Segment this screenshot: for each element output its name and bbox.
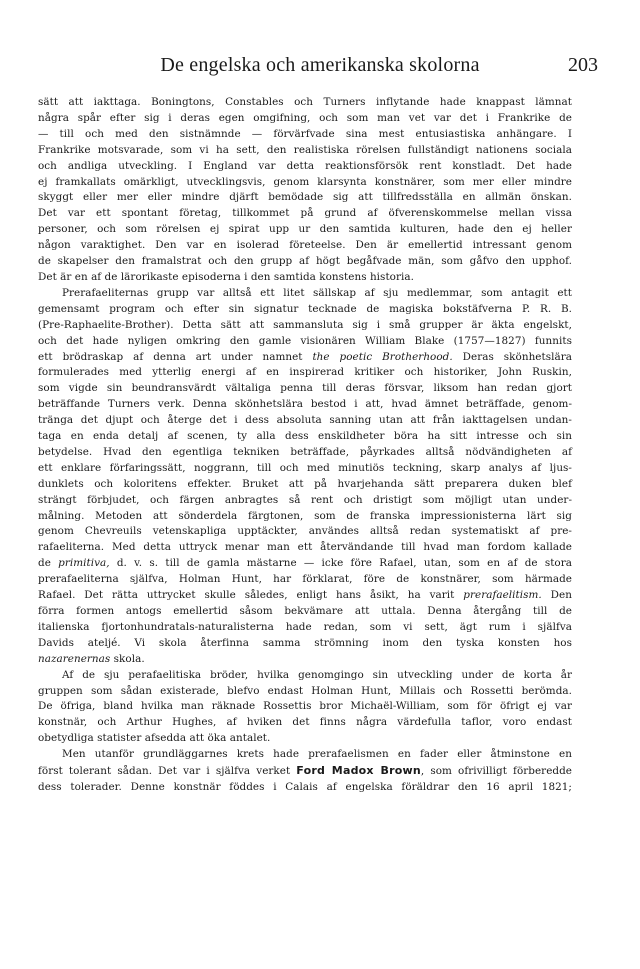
text-line: och det hade nyligen omkring den gamle visionären William Blake (1757—1827) funnits (38, 334, 572, 347)
text-line-mixed (38, 556, 572, 572)
text-line: italienska fjortonhundratals-naturalisterna hade redan, som vi sett, ägt rum i själfva (38, 620, 572, 633)
text-line: strängt förbjudet, och färgen anbragtes så rent och dristigt som möjligt utan under- (38, 493, 572, 506)
text-line: Det var ett spontant företag, tillkommet på grund af öfverenskommelse mellan vissa (38, 207, 572, 220)
text-line: betydelse. Hvad den egentliga tekniken beträffade, påyrkades alltså nödvändigheten af (38, 445, 572, 458)
text-line: ett enklare förfaringssätt, noggrann, till och med minutiös teckning, skarp analys af ljus- (38, 461, 572, 474)
italic-term: primitiva, (58, 557, 110, 570)
text-line: tränga det djupt och återge det i dess absoluta sanning utan att från iakttagelsen undan- (38, 414, 572, 427)
italic-term: prerafaelitism. (463, 589, 542, 602)
bold-name: Ford Madox Brown (296, 764, 421, 778)
body-text (38, 95, 572, 796)
text-line: Prerafaeliternas grupp var alltså ett litet sällskap af sju medlemmar, som antagit ett (62, 286, 572, 299)
page-number: 203 (568, 54, 598, 76)
text-line: formulerades med ytterlig energi af en inspirerad kritiker och historiker, John Ruskin, (38, 366, 572, 379)
text-line: konstnär, och Arthur Hughes, af hviken det finns några värdefulla taflor, voro endast (38, 716, 572, 729)
text-line: målning. Metoden att sönderdela färgtonen, som de franska impressionisterna lärt sig (38, 509, 572, 522)
text-line: Det är en af de lärorikaste episoderna i den samtida konstens historia. (38, 270, 414, 283)
text-run: d. v. s. till de gamla mästarne — icke före Rafael, utan, som en af de stora (109, 557, 573, 570)
text-line: — till och med den sistnämnde — förvärfvade sina mest entusiastiska anhängare. I (38, 127, 572, 140)
text-line: dunklets och koloritens effekter. Bruket att på hvarjehanda sätt preparera duken blef (38, 477, 572, 490)
text-line: någon varaktighet. Den var en isolerad företeelse. Den är emellertid intressant genom (38, 239, 572, 252)
text-line: personer, och som rörelsen ej spirat upp ur den samtida kulturen, hade den ej heller (38, 223, 572, 236)
text-line: sätt att iakttaga. Boningtons, Constables och Turners inflytande hade knappast lämnat (38, 96, 572, 108)
paragraph-4 (38, 747, 572, 796)
text-line: taga en enda detalj af scenen, ty alla dess enskildheter böra ha sitt intresse och sin (38, 430, 572, 443)
text-line: de skapelser den framalstrat och den grupp af högt begåfvade män, som gåfvo den upphof. (38, 255, 572, 268)
text-run: Den (541, 589, 572, 602)
text-line: beträffande Turners verk. Denna skönhetslära bestod i att, hvad ämnet beträffade, genom- (38, 398, 572, 411)
text-line: förra formen antogs emellertid såsom bekvämare att uttala. Denna återgång till de (38, 605, 572, 617)
text-line: genom Chevreuils vetenskapliga upptäckter, användes alltså redan systematiskt af pre- (38, 525, 572, 538)
paragraph-2 (38, 286, 572, 668)
text-line: gruppen som sådan existerade, blefvo endast Holman Hunt, Millais och Rossetti berömda. (38, 684, 572, 697)
text-line: några spår efter sig i deras egen omgifning, och som man vet var det i Frankrike de (38, 111, 572, 124)
text-line: Frankrike motsvarade, som vi ha sett, den realistiska rörelsen fullständigt nationens sociala (38, 143, 572, 156)
text-line: prerafaeliterna själfva, Holman Hunt, har förklarat, före de konstnärer, som härmade (38, 573, 572, 586)
text-line: Men utanför grundläggarnes krets hade prerafaelismen en fader eller åtminstone en (62, 748, 572, 761)
text-line: gemensamt program och efter sin signatur tecknade de magiska bokstäfverna P. R. B. (38, 302, 572, 315)
paragraph-1 (38, 95, 572, 286)
text-run: skola. (113, 652, 145, 665)
italic-term: nazarenernas (38, 652, 111, 665)
text-line: skyggt eller mer eller mindre djärft bemödade sig att tillfredsställa en allmän önskan. (38, 191, 572, 204)
text-line-mixed (38, 652, 572, 668)
paragraph-3 (38, 668, 572, 748)
text-run: först tolerant sådan. Det var i själfva verket (38, 765, 291, 778)
text-line: (Pre-Raphaelite-Brother). Detta sätt att sammansluta sig i små grupper är äkta engelskt, (38, 318, 572, 331)
text-line: ej framkallats omärkligt, utvecklingsvis, genom klarsynta konstnärer, som mer eller mindre (38, 175, 572, 188)
text-run: Deras skönhetslära (452, 350, 572, 363)
text-line: obetydliga statister afsedda att öka antalet. (38, 732, 271, 745)
text-run: ett brödraskap af denna art under namnet (38, 350, 303, 363)
text-line-mixed (38, 763, 572, 780)
text-line: dess tolerader. Denne konstnär föddes i Calais af engelska föräldrar den 16 april 1821; (38, 780, 572, 793)
text-run: , som ofrivilligt förberedde (420, 765, 572, 778)
page-header (34, 54, 606, 84)
italic-title: the poetic Brotherhood. (312, 350, 453, 363)
text-run: Rafael. Det rätta uttrycket skulle således, enligt hans åsikt, ha varit (38, 589, 455, 602)
text-line-mixed (38, 350, 572, 366)
text-line: rafaeliterna. Med detta uttryck menar man ett återvändande till hvad man fordom kallade (38, 541, 572, 554)
text-line: Davids ateljé. Vi skola återfinna samma strömning inom den tyska konsten hos (38, 636, 572, 649)
text-line: och andliga utveckling. I England var detta reaktionsförsök rent konstladt. Det hade (38, 159, 572, 172)
text-line-mixed (38, 588, 572, 604)
text-line: som vigde sin beundransvärdt vältaliga penna till deras försvar, liksom han redan gjort (38, 382, 572, 395)
text-line: Af de sju perafaelitiska bröder, hvilka genomgingo sin utveckling under de korta år (62, 668, 572, 681)
text-run: de (38, 557, 51, 570)
text-line: De öfriga, bland hvilka man räknade Rossettis bror Michaël-William, som för öfrigt ej var (38, 700, 572, 713)
running-title: De engelska och amerikanska skolorna (160, 54, 480, 76)
